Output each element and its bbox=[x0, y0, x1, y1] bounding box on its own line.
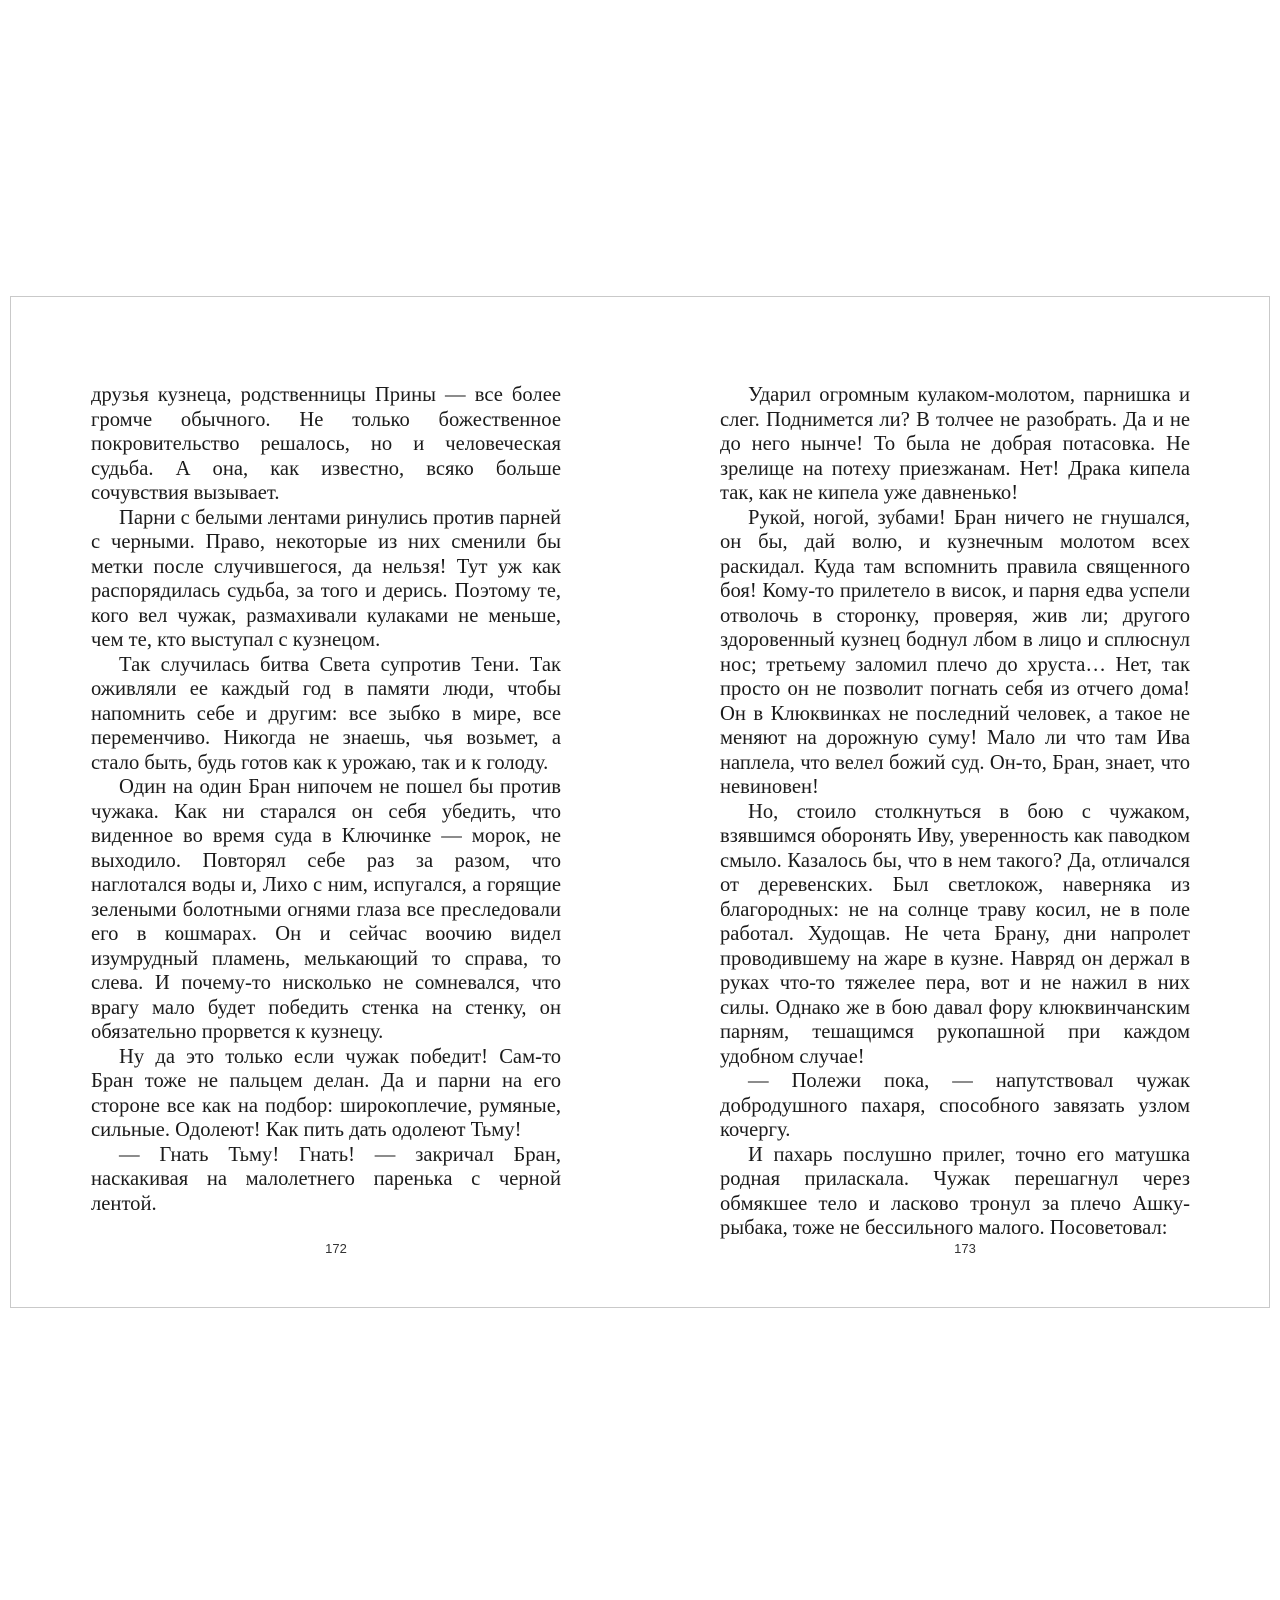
left-page bbox=[91, 383, 561, 1216]
paragraph: Рукой, ногой, зубами! Бран ничего не гнушался, он бы, дай волю, и кузнечным молотом всех раскидал. Куда там вспомнить правила священного боя! Кому-то прилетело в висок, и парня едва успели отволочь в сторонку, проверяя, жив ли; другого здоровенный кузнец боднул лбом в лицо и сплюснул нос; третьему заломил плечо до хруста… Нет, так просто он не позволит погнать себя из отчего дома! Он в Клюквинках не последний человек, а такое не меняют на дорожную суму! Мало ли что там Ива наплела, что велел божий суд. Он-то, Бран, знает, что невиновен! bbox=[720, 506, 1190, 798]
paragraph: Так случилась битва Света супротив Тени. Так оживляли ее каждый год в памяти люди, чтобы напомнить себе и другим: все зыбко в мире, все переменчиво. Никогда не знаешь, чья возьмет, а стало быть, будь готов как к урожаю, так и к голоду. bbox=[91, 653, 561, 774]
right-page-text bbox=[720, 383, 1190, 1241]
left-page-text bbox=[91, 383, 561, 1216]
paragraph: друзья кузнеца, родственницы Прины — все более громче обычного. Не только божественное покровительство решалось, но и человеческая судьба. А она, как известно, всяко больше сочувствия вызывает. bbox=[91, 384, 561, 504]
book-spread bbox=[10, 296, 1270, 1308]
page-number-left: 172 bbox=[325, 1241, 347, 1256]
paragraph: — Полежи пока, — напутствовал чужак добродушного пахаря, способного завязать узлом кочергу. bbox=[720, 1070, 1190, 1141]
paragraph: Ударил огромным кулаком-молотом, парнишка и слег. Поднимется ли? В толчее не разобрать. Да и не до него нынче! То была не добрая потасовка. Не зрелище на потеху приезжанам. Нет! Драка кипела так, как не кипела уже давненько! bbox=[720, 384, 1190, 504]
right-page bbox=[720, 383, 1190, 1241]
paragraph: Ну да это только если чужак победит! Сам-то Бран тоже не пальцем делан. Да и парни на его стороне все как на подбор: широкоплечие, румяные, сильные. Одолеют! Как пить дать одолеют Тьму! bbox=[91, 1045, 561, 1141]
page-number-right: 173 bbox=[954, 1241, 976, 1256]
paragraph: Но, стоило столкнуться в бою с чужаком, взявшимся оборонять Иву, уверенность как паводком смыло. Казалось бы, что в нем такого? Да, отличался от деревенских. Был светлокож, наверняка из благородных: не на солнце траву косил, не в поле работал. Худощав. Не чета Брану, дни напролет проводившему на жаре в кузне. Навряд он держал в руках что-то тяжелее пера, вот и не нажил в них силы. Однако же в бою давал фору клюквинчанским парням, тешащимся рукопашной при каждом удобном случае! bbox=[720, 800, 1190, 1068]
paragraph: — Гнать Тьму! Гнать! — закричал Бран, наскакивая на малолетнего паренька с черной лентой. bbox=[91, 1143, 561, 1215]
paragraph: Парни с белыми лентами ринулись против парней с черными. Право, некоторые из них сменили бы метки после случившегося, да нельзя! Тут уж как распорядилась судьба, за того и дерись. Поэтому те, кого вел чужак, размахивали кулаками не меньше, чем те, кто выступал с кузнецом. bbox=[91, 506, 561, 651]
paragraph: И пахарь послушно прилег, точно его матушка родная приласкала. Чужак перешагнул через обмякшее тело и ласково тронул за плечо Ашку-рыбака, тоже не бессильного малого. Посоветовал: bbox=[720, 1143, 1190, 1239]
paragraph: Один на один Бран нипочем не пошел бы против чужака. Как ни старался он себя убедить, что виденное во время суда в Ключинке — морок, не выходило. Повторял себе раз за разом, что наглотался воды и, Лихо с ним, испугался, а горящие зелеными болотными огнями глаза все преследовали его в кошмарах. Он и сейчас воочию видел изумрудный пламень, мелькающий то справа, то слева. И почему-то нисколько не сомневался, что врагу мало будет победить стенка на стенку, он обязательно прорвется к кузнецу. bbox=[91, 776, 561, 1043]
